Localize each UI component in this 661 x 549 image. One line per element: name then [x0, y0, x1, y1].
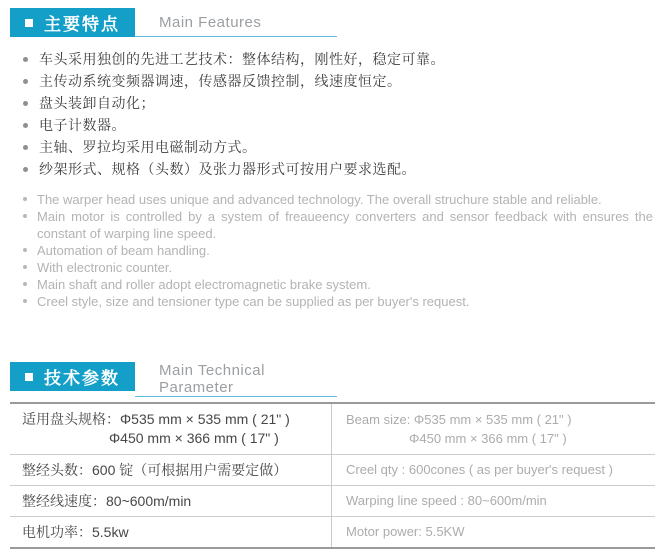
parameters-title-zh: 技术参数: [44, 369, 120, 388]
feature-text-en: Main motor is controlled by a system of freaueency converters and sensor feedback with ensures the constant of warping line speed.: [37, 209, 653, 241]
feature-item-en: [23, 276, 653, 293]
table-row-creel-qty: [10, 455, 655, 486]
bullet-dot-icon: [23, 197, 27, 201]
bullet-dot-icon: [23, 167, 28, 172]
feature-text-en: Automation of beam handling.: [37, 243, 210, 258]
feature-text-en: The warper head uses unique and advanced technology. The overall struchure stable and reliable.: [37, 192, 602, 207]
feature-text-zh: 主轴、罗拉均采用电磁制动方式。: [39, 139, 257, 155]
bullet-dot-icon: [23, 79, 28, 84]
feature-item-zh: [23, 92, 651, 114]
table-row-beam-size: [10, 404, 655, 455]
table-cell-en: [331, 455, 655, 485]
param-value: 整经线速度：80~600m/min: [22, 493, 192, 509]
param-value: 适用盘头规格：Φ535 mm × 535 mm ( 21" ): [22, 411, 290, 427]
section-technical-parameters: [0, 362, 661, 549]
table-row-line-speed: [10, 486, 655, 517]
feature-item-zh: [23, 114, 651, 136]
features-title-en-wrap: [135, 8, 337, 37]
feature-text-zh: 主传动系统变频器调速，传感器反馈控制，线速度恒定。: [39, 73, 402, 89]
parameters-title-en: Main Technical Parameter: [159, 362, 265, 396]
features-title-zh: 主要特点: [44, 15, 120, 34]
param-value: Φ450 mm × 366 mm ( 17" ): [409, 431, 567, 446]
features-section-header: [10, 8, 661, 37]
table-cell-en: [331, 486, 655, 516]
features-title-en: Main Features: [159, 13, 262, 31]
square-bullet-icon: [25, 373, 33, 381]
features-list-zh: [23, 48, 651, 180]
bullet-dot-icon: [23, 299, 27, 303]
table-cell-en: [331, 404, 655, 454]
feature-item-zh: [23, 70, 651, 92]
parameters-section-header: [10, 362, 661, 397]
table-cell-zh: [10, 404, 331, 454]
parameters-table: [10, 402, 655, 549]
param-value: Beam size: Φ535 mm × 535 mm ( 21" ): [346, 412, 572, 427]
bullet-dot-icon: [23, 145, 28, 150]
section-main-features: [0, 8, 661, 310]
feature-text-en: With electronic counter.: [37, 260, 173, 275]
feature-text-zh: 电子计数器。: [39, 117, 126, 133]
param-value: Φ450 mm × 366 mm ( 17" ): [109, 430, 279, 446]
table-cell-zh: [10, 486, 331, 516]
feature-item-en: [23, 293, 653, 310]
bullet-dot-icon: [23, 248, 27, 252]
bullet-dot-icon: [23, 101, 28, 106]
feature-item-en: [23, 259, 653, 276]
feature-text-en: Creel style, size and tensioner type can be supplied as per buyer's request.: [37, 294, 470, 309]
param-value: 整经头数：600 锭（可根据用户需要定做）: [22, 462, 288, 478]
bullet-dot-icon: [23, 57, 28, 62]
parameters-title-en-wrap: [135, 362, 337, 397]
parameters-title-zh-box: [10, 362, 135, 391]
bullet-dot-icon: [23, 123, 28, 128]
feature-text-zh: 纱架形式、规格（头数）及张力器形式可按用户要求选配。: [39, 161, 416, 177]
features-list-en: [23, 191, 653, 310]
feature-text-en: Main shaft and roller adopt electromagnetic brake system.: [37, 277, 371, 292]
square-bullet-icon: [25, 19, 33, 27]
table-cell-en: [331, 517, 655, 547]
feature-item-zh: [23, 158, 651, 180]
feature-text-zh: 车头采用独创的先进工艺技术：整体结构，刚性好，稳定可靠。: [39, 51, 445, 67]
param-value: Warping line speed : 80~600m/min: [346, 493, 547, 508]
feature-item-zh: [23, 136, 651, 158]
feature-item-en: [23, 191, 653, 208]
spec-sheet-page: [0, 8, 661, 539]
table-row-motor-power: [10, 517, 655, 547]
bullet-dot-icon: [23, 214, 27, 218]
features-title-zh-box: [10, 8, 135, 37]
param-value: 电机功率：5.5kw: [22, 524, 129, 540]
bullet-dot-icon: [23, 282, 27, 286]
param-value: Motor power: 5.5KW: [346, 524, 465, 539]
table-cell-zh: [10, 455, 331, 485]
feature-text-zh: 盘头装卸自动化；: [39, 95, 155, 111]
param-value: Creel qty : 600cones ( as per buyer's request ): [346, 462, 613, 477]
bullet-dot-icon: [23, 265, 27, 269]
feature-item-en: [23, 208, 653, 242]
feature-item-zh: [23, 48, 651, 70]
table-cell-zh: [10, 517, 331, 547]
feature-item-en: [23, 242, 653, 259]
